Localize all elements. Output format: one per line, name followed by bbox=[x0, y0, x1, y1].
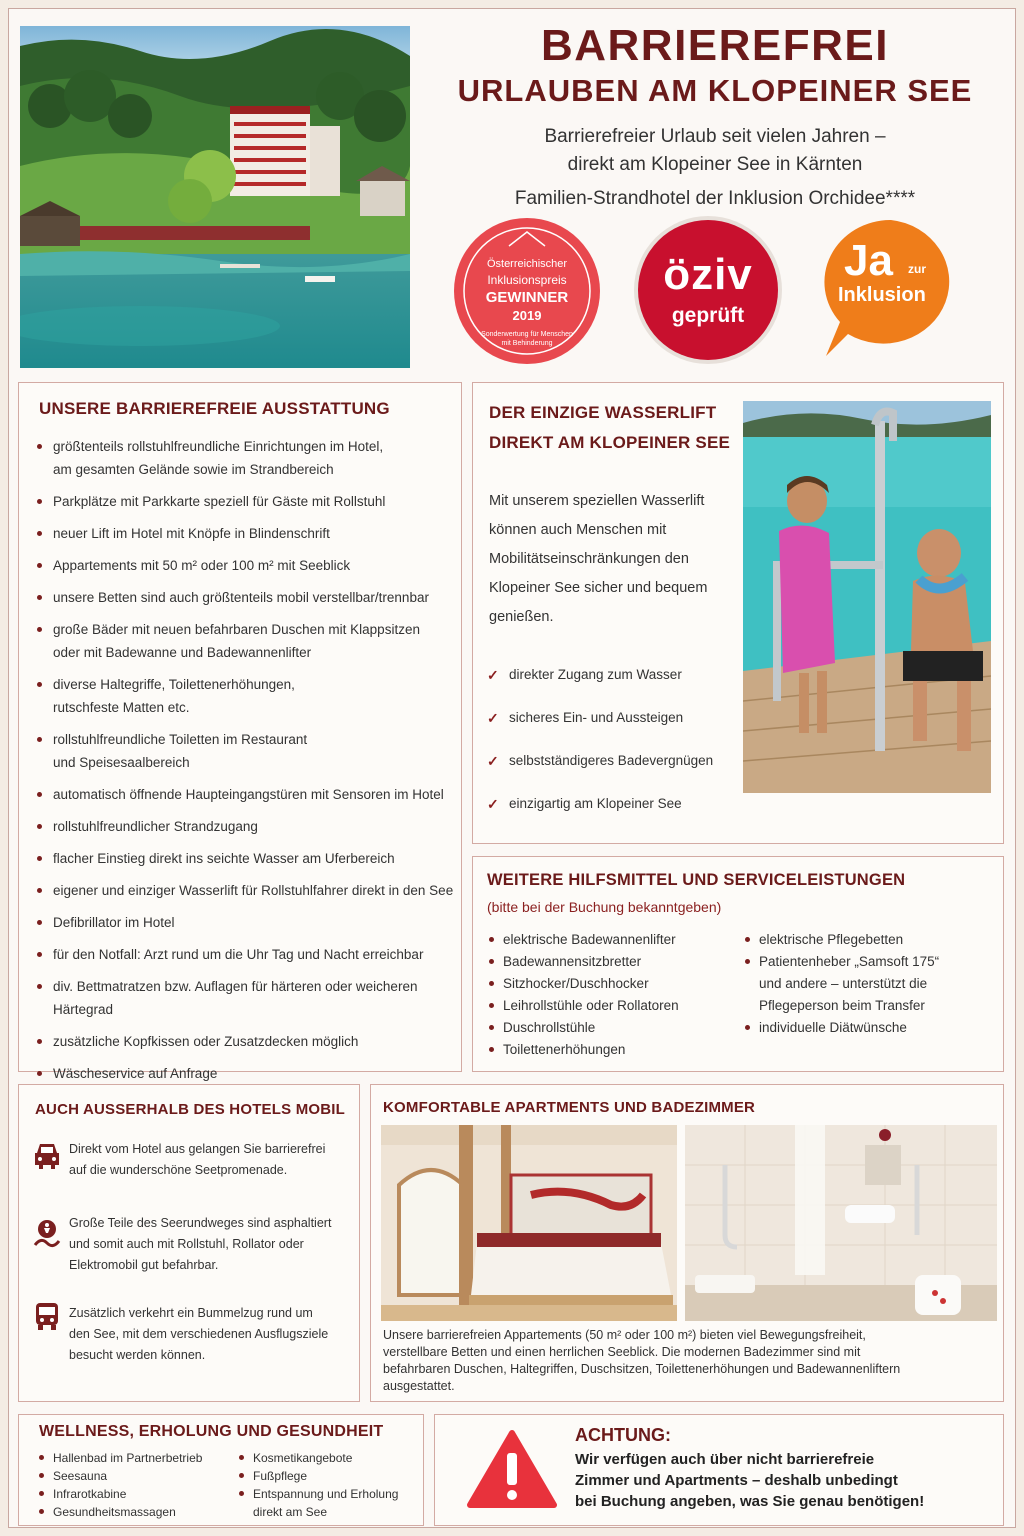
list-item: Leihrollstühle oder Rollatoren bbox=[487, 995, 747, 1017]
hilfsmittel-title: WEITERE HILFSMITTEL UND SERVICELEISTUNGEN bbox=[487, 871, 906, 889]
award-line-1: Österreichischer bbox=[486, 258, 568, 270]
list-item: Duschrollstühle bbox=[487, 1017, 747, 1039]
bedroom-photo bbox=[381, 1125, 677, 1321]
award-ring-text: Sonderwertung für Menschen mit Behinderung bbox=[481, 331, 573, 347]
mobil-item-line: auf die wunderschöne Seetpromenade. bbox=[69, 1163, 288, 1177]
list-item-line: rollstuhlfreundliche Toiletten im Restaurant bbox=[53, 732, 308, 747]
wellness-title: WELLNESS, ERHOLUNG UND GESUNDHEIT bbox=[39, 1423, 384, 1440]
check-icon: ✓ bbox=[487, 710, 499, 726]
wasserlift-text-line: Mit unserem speziellen Wasserlift bbox=[489, 493, 705, 509]
achtung-text-line: Wir verfügen auch über nicht barrierefreie bbox=[575, 1451, 875, 1468]
list-item bbox=[35, 783, 455, 806]
achtung-text-line: Zimmer und Apartments – deshalb unbedingt bbox=[575, 1472, 898, 1489]
list-item-line: Defibrillator im Hotel bbox=[53, 915, 175, 930]
wasserlift-text-line: Klopeiner See sicher und bequem bbox=[489, 580, 708, 596]
mobil-item bbox=[69, 1213, 354, 1276]
oziv-sub: geprüft bbox=[671, 304, 745, 327]
list-item bbox=[35, 554, 455, 577]
list-item bbox=[35, 1062, 455, 1085]
award-badge bbox=[454, 218, 600, 364]
list-item bbox=[35, 435, 455, 481]
wellness-section bbox=[18, 1414, 424, 1526]
ausstattung-list bbox=[35, 435, 455, 1094]
check-icon: ✓ bbox=[487, 796, 499, 812]
check-item-label: sicheres Ein- und Aussteigen bbox=[509, 710, 684, 725]
achtung-text bbox=[575, 1449, 995, 1512]
check-icon: ✓ bbox=[487, 753, 499, 769]
list-item bbox=[35, 1030, 455, 1053]
ja-zur: zur bbox=[908, 262, 926, 276]
header bbox=[430, 20, 1000, 218]
mobil-item-line: und somit auch mit Rollstuhl, Rollator oder bbox=[69, 1237, 304, 1251]
header-line-2: direkt am Klopeiner See in Kärnten bbox=[567, 154, 863, 175]
list-item-line: und Speisesaalbereich bbox=[53, 755, 190, 770]
list-item-line: große Bäder mit neuen befahrbaren Duschen mit Klappsitzen bbox=[53, 622, 420, 637]
list-item: Kosmetikangebote bbox=[237, 1449, 423, 1467]
list-item-line: größtenteils rollstuhlfreundliche Einrichtungen im Hotel, bbox=[53, 439, 384, 454]
wasserlift-text-line: Mobilitätseinschränkungen den bbox=[489, 551, 689, 567]
check-icon: ✓ bbox=[487, 667, 499, 683]
ja-inklusion-badge bbox=[818, 214, 964, 360]
list-item bbox=[35, 815, 455, 838]
mobil-item bbox=[69, 1303, 354, 1366]
bathroom-photo bbox=[685, 1125, 997, 1321]
mobil-item-line: Elektromobil gut befahrbar. bbox=[69, 1258, 219, 1272]
list-item: Fußpflege bbox=[237, 1467, 423, 1485]
wasserlift-text bbox=[489, 487, 739, 632]
list-item: Toilettenerhöhungen bbox=[487, 1039, 747, 1061]
header-line-3: Familien-Strandhotel der Inklusion Orchidee**** bbox=[514, 188, 916, 209]
mobil-item bbox=[69, 1139, 354, 1181]
ja-word: Ja bbox=[844, 236, 893, 285]
walk-path-icon bbox=[33, 1219, 61, 1249]
list-item-line: rollstuhlfreundlicher Strandzugang bbox=[53, 819, 258, 834]
list-item bbox=[35, 879, 455, 902]
list-item: Seesauna bbox=[37, 1467, 237, 1485]
check-item bbox=[487, 710, 737, 753]
wasserlift-title-2: DIREKT AM KLOPEINER SEE bbox=[489, 433, 731, 452]
ausstattung-title: UNSERE BARRIEREFREIE AUSSTATTUNG bbox=[39, 399, 390, 418]
warning-icon bbox=[467, 1429, 557, 1509]
list-item-line: Parkplätze mit Parkkarte speziell für Gäste mit Rollstuhl bbox=[53, 494, 386, 509]
car-icon bbox=[33, 1141, 61, 1171]
achtung-text-line: bei Buchung angeben, was Sie genau benötigen! bbox=[575, 1493, 925, 1510]
achtung-title: ACHTUNG: bbox=[575, 1425, 671, 1445]
apartments-text bbox=[383, 1327, 995, 1395]
hilfsmittel-note: (bitte bei der Buchung bekanntgeben) bbox=[487, 899, 722, 915]
check-item-label: selbstständigeres Badevergnügen bbox=[509, 753, 714, 768]
hilfsmittel-list-left bbox=[487, 929, 747, 1061]
check-item-label: einzigartig am Klopeiner See bbox=[509, 796, 682, 811]
mobil-item-line: Direkt vom Hotel aus gelangen Sie barrierefrei bbox=[69, 1142, 326, 1156]
list-item-line: am gesamten Gelände sowie im Strandbereich bbox=[53, 462, 334, 477]
list-item: individuelle Diätwünsche bbox=[743, 1017, 993, 1039]
wasserlift-section bbox=[472, 382, 1004, 844]
wasserlift-title-1: DER EINZIGE WASSERLIFT bbox=[489, 403, 717, 422]
ausstattung-section bbox=[18, 382, 462, 1081]
mobil-title: AUCH AUSSERHALB DES HOTELS MOBIL bbox=[35, 1101, 346, 1118]
mobil-item-line: besucht werden können. bbox=[69, 1348, 206, 1362]
ja-sub: Inklusion bbox=[838, 284, 926, 306]
apartments-text-line: verstellbare Betten und einen herrlichen Seeblick. Die modernen Badezimmer sind mit bbox=[383, 1345, 861, 1359]
apartments-section bbox=[370, 1084, 1004, 1402]
wellness-list-left bbox=[37, 1449, 237, 1521]
list-item bbox=[35, 911, 455, 934]
list-item bbox=[35, 728, 455, 774]
mobil-section bbox=[18, 1084, 360, 1402]
award-line-2: Inklusionspreis bbox=[487, 273, 567, 287]
list-item: Patientenheber „Samsoft 175“ bbox=[743, 951, 993, 973]
list-item-line: oder mit Badewanne und Badewannenlifter bbox=[53, 645, 312, 660]
list-item bbox=[35, 673, 455, 719]
award-line-3: GEWINNER bbox=[485, 289, 569, 306]
check-item bbox=[487, 753, 737, 796]
list-item: und andere – unterstützt die bbox=[759, 976, 928, 991]
list-item: direkt am See bbox=[253, 1505, 328, 1519]
list-item: Pflegeperson beim Transfer bbox=[759, 998, 925, 1013]
list-item: Entspannung und Erholung bbox=[237, 1485, 423, 1503]
hotel-lake-photo bbox=[20, 26, 410, 368]
wellness-list-right bbox=[237, 1449, 423, 1521]
list-item-line: eigener und einziger Wasserlift für Rollstuhlfahrer direkt in den See bbox=[53, 883, 454, 898]
apartments-text-line: befahrbaren Duschen, Haltegriffen, Duschsitzen, Toilettenerhöhungen und Badewannenliftern bbox=[383, 1362, 901, 1376]
list-item-line: unsere Betten sind auch größtenteils mobil verstellbar/trennbar bbox=[53, 590, 429, 605]
list-item-line: diverse Haltegriffe, Toilettenerhöhungen, bbox=[53, 677, 295, 692]
list-item bbox=[35, 943, 455, 966]
list-item bbox=[35, 847, 455, 870]
list-item-line: div. Bettmatratzen bzw. Auflagen für härteren oder weicheren Härtegrad bbox=[53, 979, 418, 1017]
page-subtitle: URLAUBEN AM KLOPEINER SEE bbox=[457, 73, 973, 108]
mobil-item-line: den See, mit dem verschiedenen Ausflugsziele bbox=[69, 1327, 329, 1341]
list-item bbox=[35, 522, 455, 545]
list-item-line: rutschfeste Matten etc. bbox=[53, 700, 190, 715]
mobil-item-line: Große Teile des Seerundweges sind asphaltiert bbox=[69, 1216, 332, 1230]
list-item-line: neuer Lift im Hotel mit Knöpfe in Blindenschrift bbox=[53, 526, 330, 541]
check-item bbox=[487, 796, 737, 839]
list-item-line: flacher Einstieg direkt ins seichte Wasser am Uferbereich bbox=[53, 851, 395, 866]
list-item bbox=[35, 618, 455, 664]
check-item-label: direkter Zugang zum Wasser bbox=[509, 667, 682, 682]
apartments-title: KOMFORTABLE APARTMENTS UND BADEZIMMER bbox=[383, 1099, 756, 1116]
list-item-line: zusätzliche Kopfkissen oder Zusatzdecken möglich bbox=[53, 1034, 359, 1049]
wasserlift-text-line: genießen. bbox=[489, 609, 554, 625]
wasserlift-checklist bbox=[487, 667, 737, 839]
check-item bbox=[487, 667, 737, 710]
list-item: Hallenbad im Partnerbetrieb bbox=[37, 1449, 237, 1467]
oziv-word: öziv bbox=[663, 250, 753, 299]
list-item bbox=[35, 975, 455, 1021]
hilfsmittel-section bbox=[472, 856, 1004, 1072]
list-item: elektrische Pflegebetten bbox=[743, 929, 993, 951]
list-item: Infrarotkabine bbox=[37, 1485, 237, 1503]
wasserlift-photo bbox=[743, 401, 991, 793]
hilfsmittel-list-right bbox=[743, 929, 993, 1039]
list-item: Gesundheitsmassagen bbox=[37, 1503, 237, 1521]
oziv-badge bbox=[638, 220, 778, 360]
apartments-text-line: ausgestattet. bbox=[383, 1379, 455, 1393]
list-item-line: Wäscheservice auf Anfrage bbox=[53, 1066, 218, 1081]
list-item: Badewannensitzbretter bbox=[487, 951, 747, 973]
bus-icon bbox=[33, 1301, 61, 1331]
award-line-4: 2019 bbox=[512, 308, 542, 323]
mobil-item-line: Zusätzlich verkehrt ein Bummelzug rund um bbox=[69, 1306, 313, 1320]
achtung-section bbox=[434, 1414, 1004, 1526]
list-item: elektrische Badewannenlifter bbox=[487, 929, 747, 951]
list-item-line: für den Notfall: Arzt rund um die Uhr Tag und Nacht erreichbar bbox=[53, 947, 424, 962]
wasserlift-text-line: können auch Menschen mit bbox=[489, 522, 667, 538]
header-line-1: Barrierefreier Urlaub seit vielen Jahren – bbox=[544, 126, 886, 147]
apartments-text-line: Unsere barrierefreien Appartements (50 m² oder 100 m²) bieten viel Bewegungsfreiheit, bbox=[383, 1328, 866, 1342]
list-item-line: Appartements mit 50 m² oder 100 m² mit Seeblick bbox=[53, 558, 351, 573]
list-item bbox=[35, 586, 455, 609]
list-item: Sitzhocker/Duschhocker bbox=[487, 973, 747, 995]
list-item-line: automatisch öffnende Haupteingangstüren mit Sensoren im Hotel bbox=[53, 787, 444, 802]
page-title: BARRIEREFREI bbox=[540, 21, 890, 70]
list-item bbox=[35, 490, 455, 513]
